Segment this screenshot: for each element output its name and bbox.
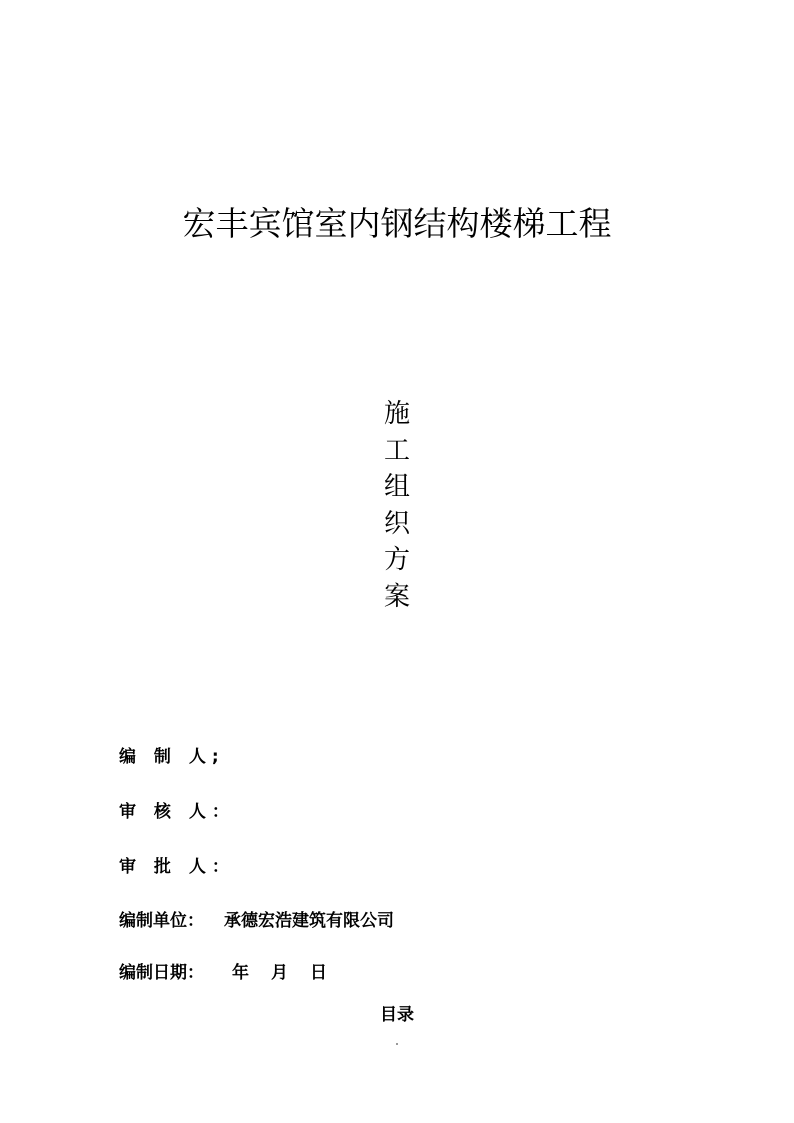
date-row [119, 961, 327, 985]
subtitle-char: 方 [383, 545, 410, 575]
subtitle-char: 施 [383, 399, 410, 429]
subtitle-char: 案 [383, 581, 410, 612]
unit-value: 承德宏浩建筑有限公司 [224, 911, 394, 931]
reviewer-row [119, 800, 235, 824]
approver-row [119, 855, 235, 879]
subtitle-char: 织 [383, 508, 410, 539]
date-label: 编制日期： [119, 963, 204, 983]
reviewer-label: 审 核 人： [119, 802, 235, 822]
approver-label: 审 批 人： [119, 857, 235, 877]
editor-label: 编 制 人; [119, 747, 225, 767]
subtitle-char: 组 [383, 472, 410, 502]
unit-row [119, 909, 394, 933]
unit-label: 编制单位： [119, 911, 204, 931]
toc-heading: 目录 [380, 1005, 414, 1025]
document-title: 宏丰宾馆室内钢结构楼梯工程 [182, 204, 612, 243]
date-year: 年 [232, 963, 249, 983]
vertical-subtitle [372, 396, 422, 615]
date-month: 月 [271, 963, 288, 983]
page-mark [396, 1043, 398, 1045]
editor-row [119, 745, 225, 769]
date-day: 日 [310, 963, 327, 983]
subtitle-char: 工 [383, 435, 410, 466]
